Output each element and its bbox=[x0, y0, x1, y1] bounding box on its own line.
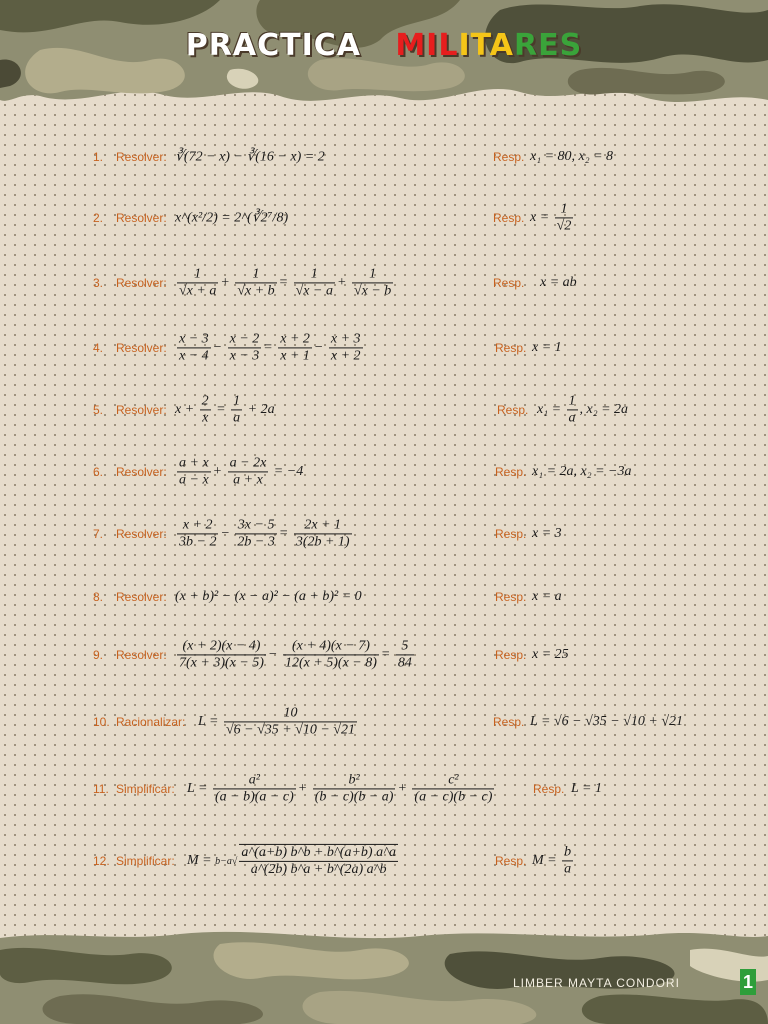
problem-4 bbox=[0, 328, 768, 368]
answer-value: x = a bbox=[532, 589, 562, 604]
problem-equation: L = $\frac{\text{a²}}{(a - b)(a - c)}$ + $\frac{\text{b²}}{(b - c)(b - a)}$ + $\frac{\text{c²}}{(a - c)(b - c)}$ bbox=[187, 772, 493, 805]
problem-number: 3. bbox=[93, 276, 104, 290]
title-letter: M bbox=[395, 28, 427, 63]
answer-label: Resp. bbox=[495, 527, 527, 541]
problem-equation: x + $\frac{2}{x}$ = $\frac{1}{a}$ + 2a bbox=[175, 393, 275, 426]
problem-number: 7. bbox=[93, 527, 104, 541]
answer-value bbox=[530, 201, 575, 234]
problem-instruction: Resolver: bbox=[116, 403, 167, 417]
problem-equation: ∛(72 − x) − ∛(16 − x) = 2 bbox=[175, 149, 325, 165]
page-title bbox=[0, 28, 768, 63]
problem-instruction: Resolver: bbox=[116, 276, 167, 290]
problem-1 bbox=[0, 137, 768, 177]
problem-number: 9. bbox=[93, 648, 104, 662]
title-letter: I bbox=[458, 28, 471, 63]
title-word-militares bbox=[395, 28, 582, 63]
problem-6 bbox=[0, 452, 768, 492]
answer-label: Resp. bbox=[493, 211, 525, 225]
title-letter: T bbox=[470, 28, 490, 63]
problem-7 bbox=[0, 514, 768, 554]
problem-equation: $\frac{(x + 2)(x - 4)}{7(x + 3)(x - 5)}$ − $\frac{(x + 4)(x - 7)}{12(x + 5)(x - 8)}$ = $\frac{5}{84}$ bbox=[179, 638, 412, 671]
answer-value: x = 1 bbox=[532, 340, 562, 355]
problem-3 bbox=[0, 263, 768, 303]
title-letter: R bbox=[514, 28, 539, 63]
title-letter: A bbox=[489, 28, 514, 63]
page-number: 1 bbox=[740, 969, 756, 995]
title-letter: E bbox=[538, 28, 560, 63]
problem-9 bbox=[0, 635, 768, 675]
problem-instruction: Simplificar: bbox=[116, 854, 175, 868]
title-word-practica: PRACTICA bbox=[185, 28, 361, 63]
problem-12 bbox=[0, 841, 768, 881]
problem-instruction: Resolver: bbox=[116, 590, 167, 604]
title-letter: L bbox=[438, 28, 459, 63]
answer-label: Resp. bbox=[493, 715, 525, 729]
answer-lhs: x = bbox=[530, 210, 550, 226]
problem-number: 4. bbox=[93, 341, 104, 355]
problem-11 bbox=[0, 769, 768, 809]
problem-8 bbox=[0, 577, 768, 617]
answer-value: x = 3 bbox=[532, 526, 562, 541]
answer-label: Resp. bbox=[495, 341, 527, 355]
problem-instruction: Resolver: bbox=[116, 527, 167, 541]
problem-2 bbox=[0, 198, 768, 238]
answer-value: x = 25 bbox=[532, 647, 569, 662]
problem-number: 11. bbox=[93, 782, 109, 796]
answer-value: x = ab bbox=[540, 275, 577, 290]
answer-fraction: $\frac{1}{√2}$ bbox=[556, 201, 572, 234]
answer-value: M = $\frac{b}{a}$ bbox=[532, 844, 572, 877]
answer-value: L = √6 − √35 − √10 + √21 bbox=[530, 714, 684, 729]
answer-label: Resp. bbox=[533, 782, 565, 796]
answer-label: Resp. bbox=[495, 590, 527, 604]
problem-equation: L = $\frac{10}{√6 - √35 + √10 - √21}$ bbox=[198, 705, 356, 738]
problem-number: 8. bbox=[93, 590, 104, 604]
problem-instruction: Resolver: bbox=[116, 150, 167, 164]
problem-equation: $\frac{1}{√x + a}$ + $\frac{1}{√x + b}$ = $\frac{1}{√x - a}$ + $\frac{1}{√x - b}$ bbox=[179, 266, 392, 299]
author-name: LIMBER MAYTA CONDORI bbox=[513, 976, 680, 990]
problem-instruction: Simplificar: bbox=[116, 782, 175, 796]
problem-number: 1. bbox=[93, 150, 104, 164]
answer-value: x₁ = 2a, x₂ = −3a bbox=[532, 464, 632, 479]
problem-10 bbox=[0, 702, 768, 742]
title-letter: I bbox=[426, 28, 439, 63]
problem-equation: M = b−a√ $\frac{a\^{}(a+b) b\^{}b + b\^{}(a+b) a\^{}a}{a\^{}(2b) b\^{}a + b\^{}(2a) a\^{}b}$ bbox=[187, 844, 396, 877]
answer-label: Resp. bbox=[495, 854, 527, 868]
problem-5 bbox=[0, 390, 768, 430]
answer-label: Resp. bbox=[495, 648, 527, 662]
problem-equation: $\frac{x - 3}{x - 4}$ − $\frac{x - 2}{x - 3}$ = $\frac{x + 2}{x + 1}$ − $\frac{x + 3}{x + 2}$ bbox=[179, 331, 361, 364]
answer-label: Resp. bbox=[493, 276, 525, 290]
problem-number: 10. bbox=[93, 715, 110, 729]
answer-label: Resp. bbox=[497, 403, 529, 417]
problem-instruction: Resolver: bbox=[116, 465, 167, 479]
answer-value: L = 1 bbox=[571, 781, 602, 796]
problem-instruction: Resolver: bbox=[116, 211, 167, 225]
problem-number: 5. bbox=[93, 403, 104, 417]
problem-number: 12. bbox=[93, 854, 110, 868]
answer-value: x₁ = $\frac{1}{a}$ , x₂ = 2a bbox=[537, 393, 629, 426]
problem-equation: $\frac{x + 2}{3b - 2}$ − $\frac{3x - 5}{2b - 3}$ = $\frac{2x + 1}{3(2b + 1)}$ bbox=[179, 517, 350, 550]
problem-instruction: Resolver: bbox=[116, 648, 167, 662]
problem-equation: x^(x²/2) = 2^(∛2⁷/8) bbox=[175, 210, 289, 226]
problem-equation: $\frac{a + x}{a - x}$ + $\frac{a - 2x}{a + x}$ = −4 bbox=[179, 455, 304, 488]
problem-number: 6. bbox=[93, 465, 104, 479]
problem-equation: (x + b)² − (x − a)² − (a + b)² = 0 bbox=[175, 589, 362, 604]
problem-number: 2. bbox=[93, 211, 104, 225]
answer-label: Resp. bbox=[493, 150, 525, 164]
answer-label: Resp. bbox=[495, 465, 527, 479]
answer-value: x₁ = 80, x₂ = 8 bbox=[530, 149, 614, 164]
title-letter: S bbox=[559, 28, 583, 63]
problem-instruction: Racionalizar: bbox=[116, 715, 186, 729]
problem-instruction: Resolver: bbox=[116, 341, 167, 355]
